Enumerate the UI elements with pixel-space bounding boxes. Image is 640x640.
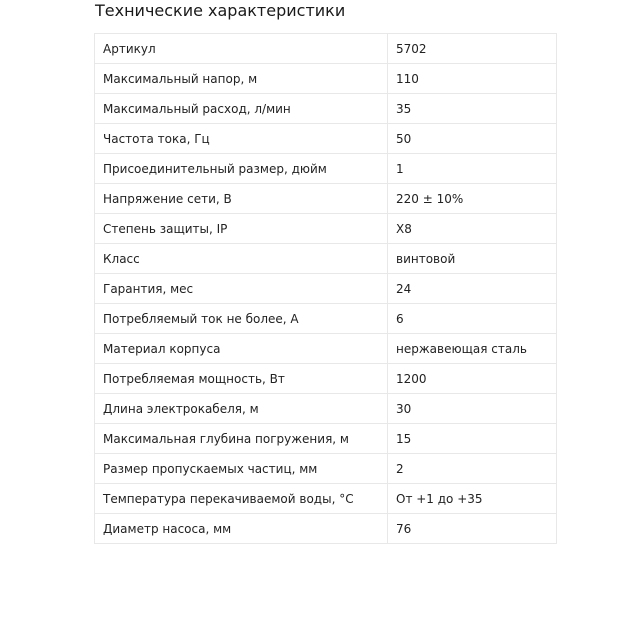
spec-value: 15	[388, 424, 557, 454]
spec-label: Максимальная глубина погружения, м	[95, 424, 388, 454]
table-row	[95, 334, 557, 364]
table-row	[95, 94, 557, 124]
table-row	[95, 274, 557, 304]
spec-label: Длина электрокабеля, м	[95, 394, 388, 424]
table-row	[95, 124, 557, 154]
spec-label: Класс	[95, 244, 388, 274]
spec-value: 110	[388, 64, 557, 94]
spec-value: винтовой	[388, 244, 557, 274]
spec-value: 76	[388, 514, 557, 544]
spec-value: 35	[388, 94, 557, 124]
spec-label: Диаметр насоса, мм	[95, 514, 388, 544]
table-row	[95, 484, 557, 514]
spec-value: 5702	[388, 34, 557, 64]
spec-value: 1	[388, 154, 557, 184]
spec-value: 30	[388, 394, 557, 424]
table-row	[95, 394, 557, 424]
table-row	[95, 34, 557, 64]
spec-label: Максимальный расход, л/мин	[95, 94, 388, 124]
spec-label: Присоединительный размер, дюйм	[95, 154, 388, 184]
spec-value: 50	[388, 124, 557, 154]
table-row	[95, 214, 557, 244]
spec-label: Напряжение сети, В	[95, 184, 388, 214]
spec-label: Артикул	[95, 34, 388, 64]
spec-value: От +1 до +35	[388, 484, 557, 514]
table-row	[95, 304, 557, 334]
table-row	[95, 184, 557, 214]
spec-label: Потребляемая мощность, Вт	[95, 364, 388, 394]
spec-value: X8	[388, 214, 557, 244]
spec-label: Размер пропускаемых частиц, мм	[95, 454, 388, 484]
spec-value: 2	[388, 454, 557, 484]
spec-label: Гарантия, мес	[95, 274, 388, 304]
table-row	[95, 424, 557, 454]
spec-label: Потребляемый ток не более, А	[95, 304, 388, 334]
spec-label: Материал корпуса	[95, 334, 388, 364]
table-row	[95, 64, 557, 94]
page-title: Технические характеристики	[95, 1, 346, 20]
spec-value: 6	[388, 304, 557, 334]
spec-label: Частота тока, Гц	[95, 124, 388, 154]
specs-table	[94, 33, 557, 544]
spec-label: Температура перекачиваемой воды, °С	[95, 484, 388, 514]
table-row	[95, 514, 557, 544]
spec-label: Степень защиты, IP	[95, 214, 388, 244]
table-row	[95, 244, 557, 274]
spec-label: Максимальный напор, м	[95, 64, 388, 94]
spec-value: 1200	[388, 364, 557, 394]
spec-value: 24	[388, 274, 557, 304]
spec-value: 220 ± 10%	[388, 184, 557, 214]
table-row	[95, 454, 557, 484]
table-row	[95, 364, 557, 394]
spec-value: нержавеющая сталь	[388, 334, 557, 364]
table-row	[95, 154, 557, 184]
